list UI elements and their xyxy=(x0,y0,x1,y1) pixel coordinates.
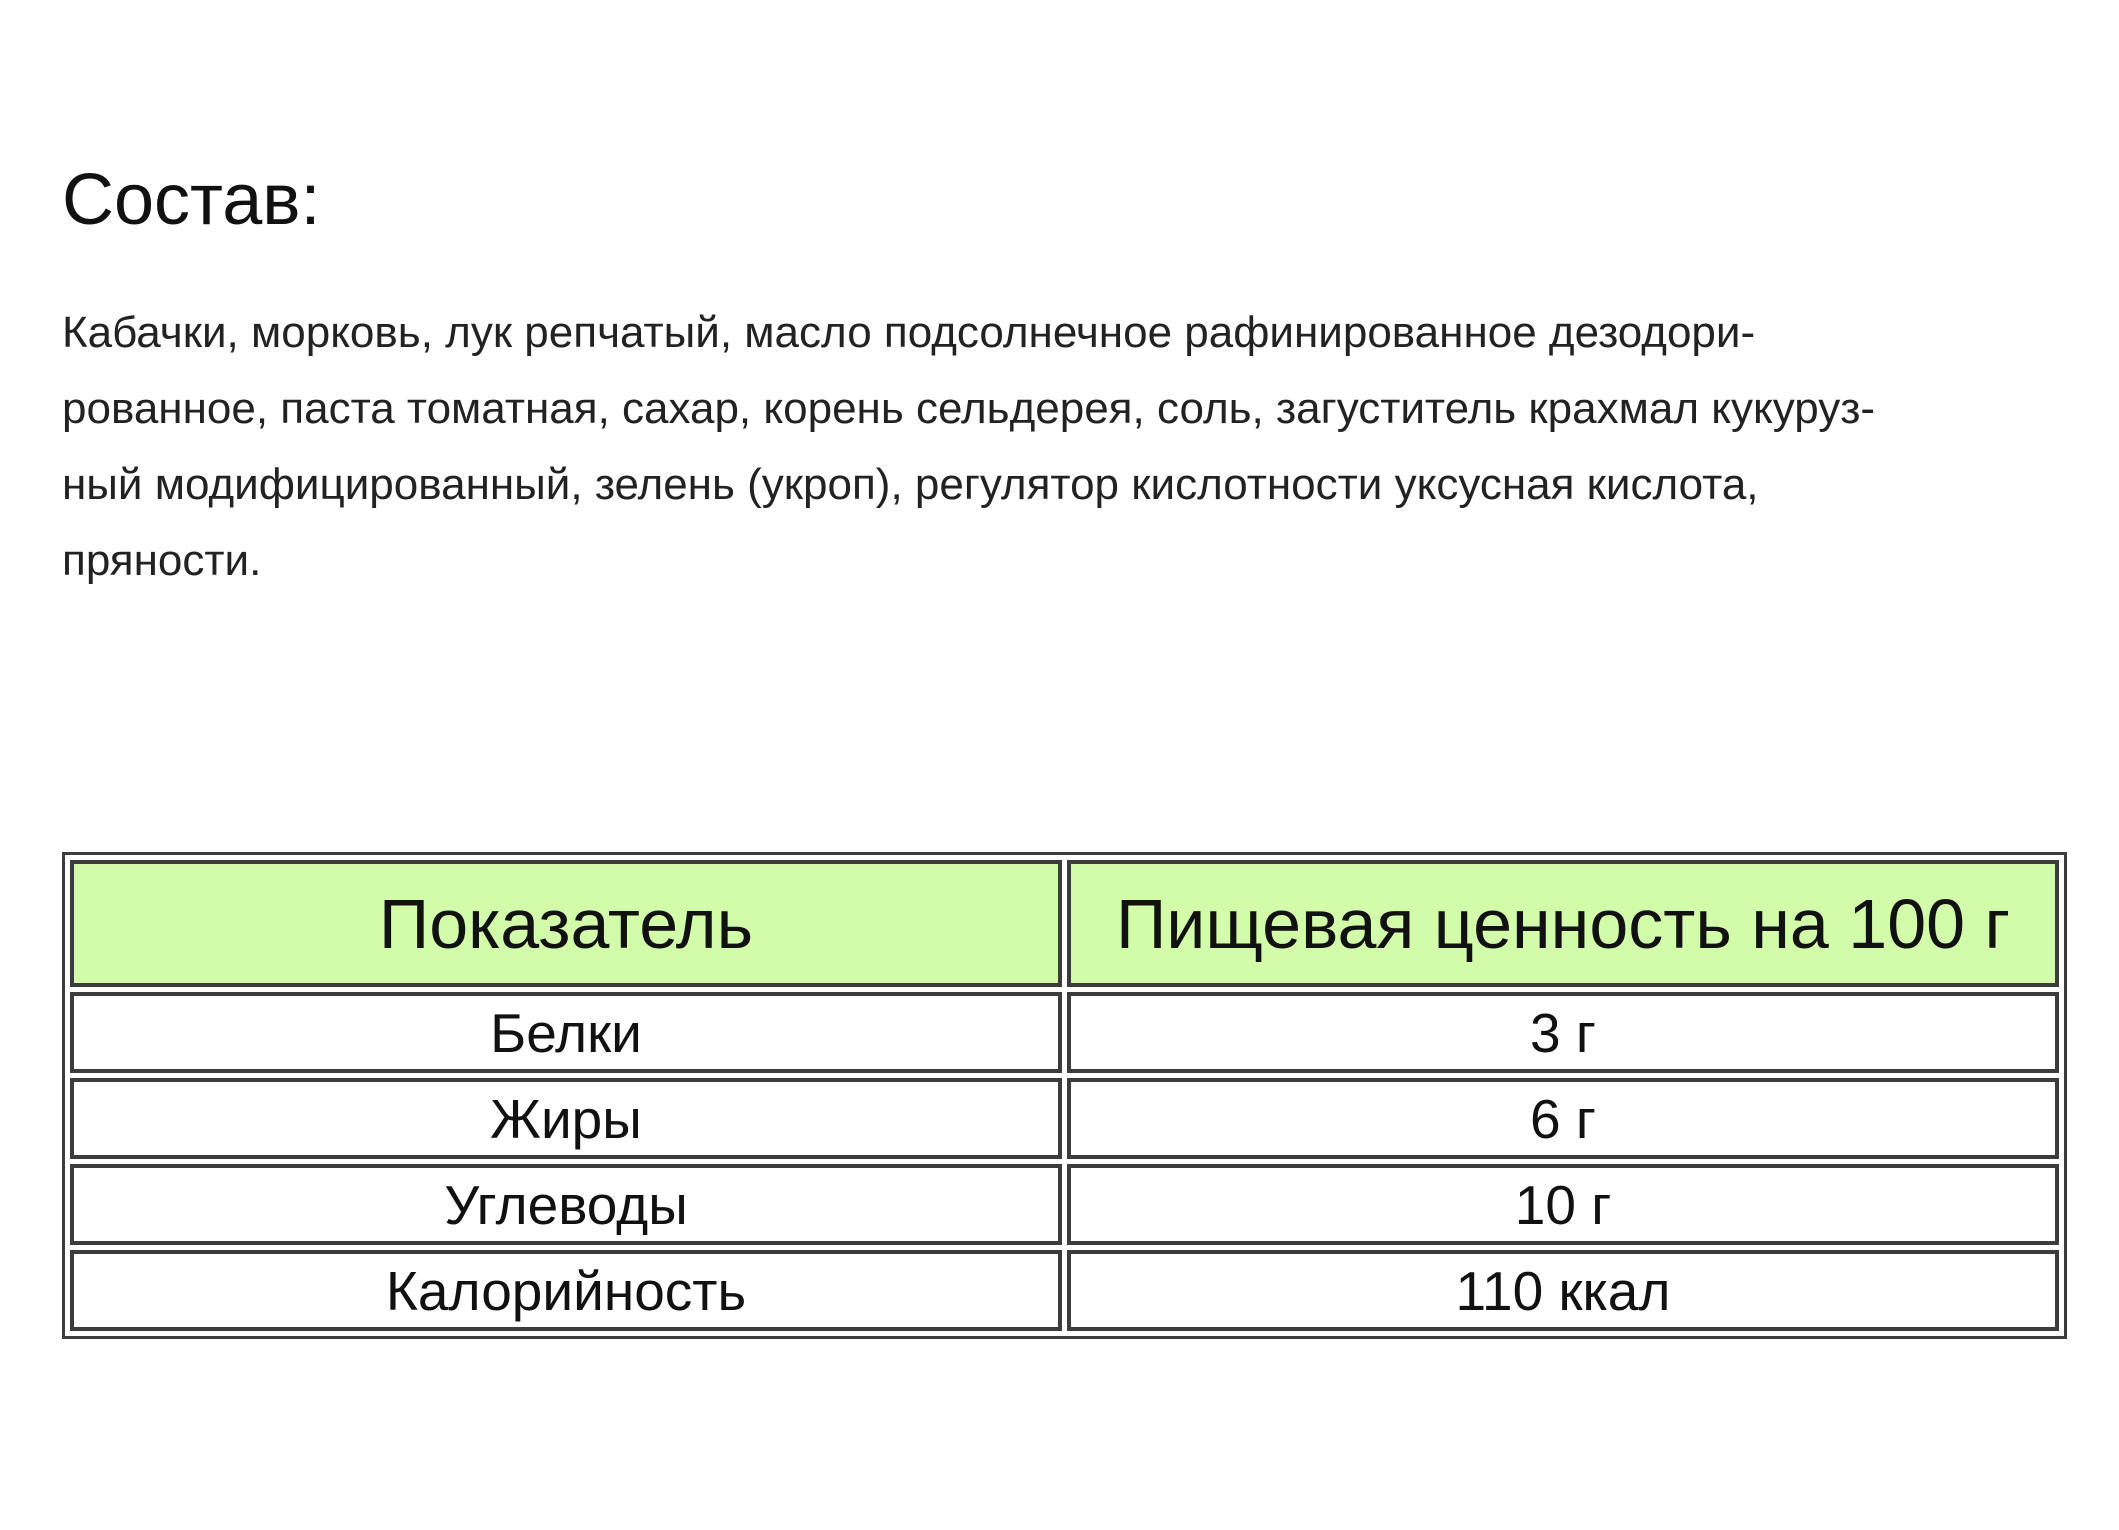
row-label: Углеводы xyxy=(70,1164,1062,1245)
composition-text xyxy=(62,295,2072,599)
row-label: Жиры xyxy=(70,1078,1062,1159)
row-value: 6 г xyxy=(1067,1078,2059,1159)
composition-heading: Состав: xyxy=(62,160,321,240)
table-row xyxy=(70,1164,2059,1245)
table-row xyxy=(70,1078,2059,1159)
row-label: Белки xyxy=(70,992,1062,1073)
composition-line: пряности. xyxy=(62,536,262,585)
table-header-row xyxy=(70,860,2059,987)
table-row xyxy=(70,1250,2059,1331)
row-value: 110 ккал xyxy=(1067,1250,2059,1331)
row-label: Калорийность xyxy=(70,1250,1062,1331)
table-row xyxy=(70,992,2059,1073)
header-nutrition-value: Пищевая ценность на 100 г xyxy=(1067,860,2059,987)
nutrition-table xyxy=(62,852,2067,1339)
header-indicator: Показатель xyxy=(70,860,1062,987)
composition-line: рованное, паста томатная, сахар, корень сельдерея, соль, загуститель крахмал кукуруз- xyxy=(62,384,1876,433)
composition-line: Кабачки, морковь, лук репчатый, масло подсолнечное рафинированное дезодори- xyxy=(62,308,1756,357)
composition-line: ный модифицированный, зелень (укроп), регулятор кислотности уксусная кислота, xyxy=(62,460,1759,509)
row-value: 10 г xyxy=(1067,1164,2059,1245)
row-value: 3 г xyxy=(1067,992,2059,1073)
